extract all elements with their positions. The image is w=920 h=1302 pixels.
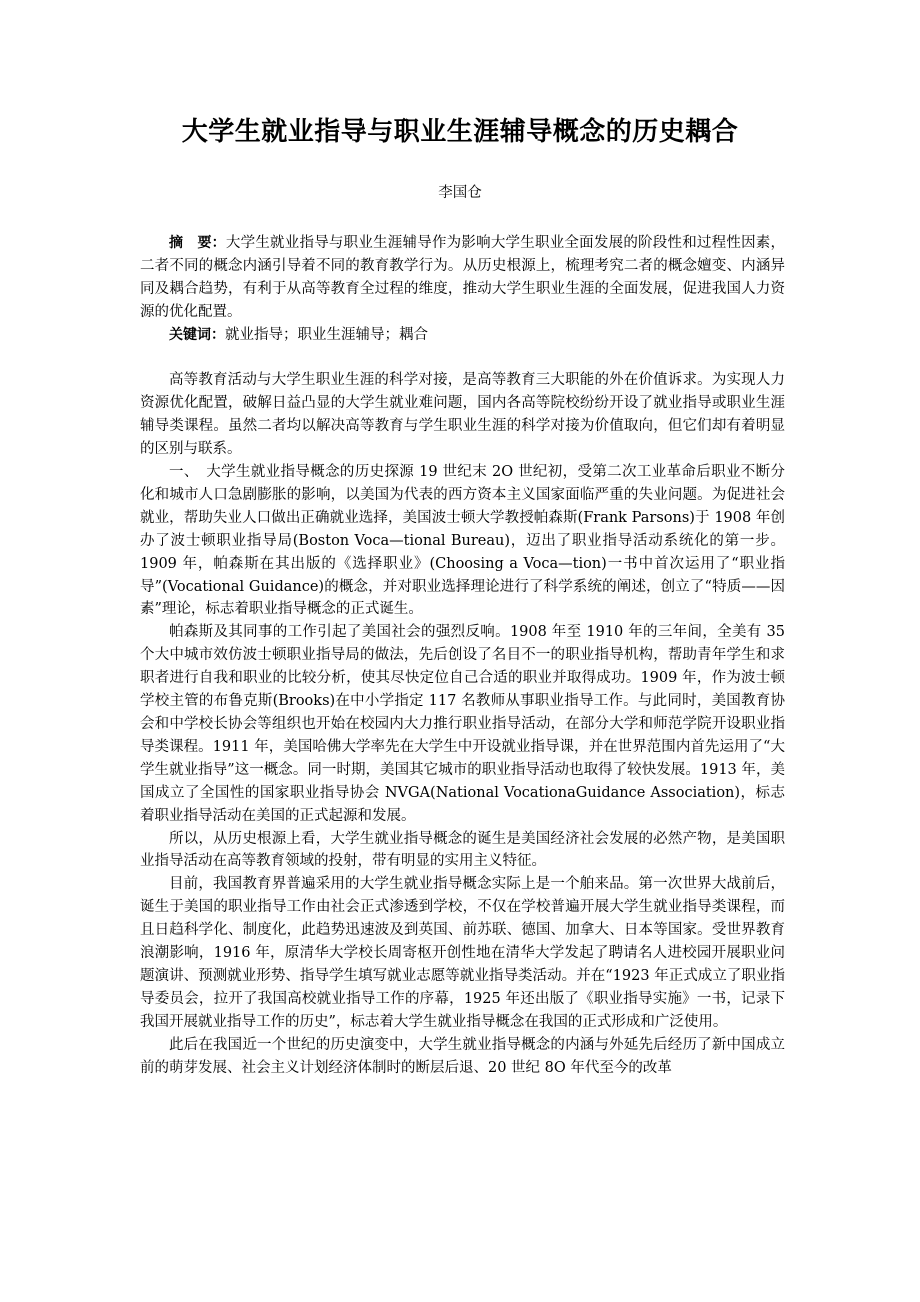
body-paragraph: 此后在我国近一个世纪的历史演变中，大学生就业指导概念的内涵与外延先后经历了新中国成立前的萌芽发展、社会主义计划经济体制时的断层后退、20 世纪 8O 年代至今的改革 <box>140 1036 785 1076</box>
body-paragraph: 所以，从历史根源上看，大学生就业指导概念的诞生是美国经济社会发展的必然产物，是美国职业指导活动在高等教育领域的投射，带有明显的实用主义特征。 <box>140 830 785 870</box>
body-paragraph: 一、 大学生就业指导概念的历史探源 19 世纪末 2O 世纪初，受第二次工业革命后职业不断分化和城市人口急剧膨胀的影响，以美国为代表的西方资本主义国家面临严重的失业问题。为促进社会就业，帮助失业人口做出正确就业选择，美国波士顿大学教授帕森斯(Frank Parsons)于 1908 年创办了波士顿职业指导局(Boston Voca—tional Bureau)，迈出了职业指导活动系统化的第一步。1909 年，帕森斯在其出版的《选择职业》(Choosing a Voca—tion)一书中首次运用了“职业指导”(Vocational Guidance)的概念，并对职业选择理论进行了科学系统的阐述，创立了“特质——因素”理论，标志着职业指导概念的正式诞生。 <box>140 464 785 618</box>
body-paragraph: 目前，我国教育界普遍采用的大学生就业指导概念实际上是一个舶来品。第一次世界大战前后，诞生于美国的职业指导工作由社会正式渗透到学校，不仅在学校普遍开展大学生就业指导类课程，而且日趋科学化、制度化，此趋势迅速波及到英国、前苏联、德国、加拿大、日本等国家。受世界教育浪潮影响，1916 年，原清华大学校长周寄枢开创性地在清华大学发起了聘请名人进校园开展职业问题演讲、预测就业形势、指导学生填写就业志愿等就业指导类活动。并在“1923 年正式成立了职业指导委员会，拉开了我国高校就业指导工作的序幕，1925 年还出版了《职业指导实施》一书，记录下我国开展就业指导工作的历史”，标志着大学生就业指导概念在我国的正式形成和广泛使用。 <box>140 876 785 1030</box>
author-name: 李国仓 <box>438 185 482 201</box>
abstract-text: 大学生就业指导与职业生涯辅导作为影响大学生职业全面发展的阶段性和过程性因素，二者不同的概念内涵引导着不同的教育教学行为。从历史根源上，梳理考究二者的概念嬗变、内涵异同及耦合趋势，有利于从高等教育全过程的维度，推动大学生职业生涯的全面发展，促进我国人力资源的优化配置。 <box>140 235 786 320</box>
abstract <box>140 232 785 324</box>
body-paragraph: 高等教育活动与大学生职业生涯的科学对接，是高等教育三大职能的外在价值诉求。为实现人力资源优化配置，破解日益凸显的大学生就业难问题，国内各高等院校纷纷开设了就业指导或职业生涯辅导类课程。虽然二者均以解决高等教育与学生职业生涯的科学对接为价值取向，但它们却有着明显的区别与联系。 <box>140 372 785 458</box>
keywords-label: 关键词： <box>169 326 225 343</box>
keywords-text: 就业指导；职业生涯辅导；耦合 <box>225 326 428 343</box>
body-paragraph: 帕森斯及其同事的工作引起了美国社会的强烈反响。1908 年至 1910 年的三年间，全美有 35 个大中城市效仿波士顿职业指导局的做法，先后创设了名目不一的职业指导机构，帮助青年学生和求职者进行自我和职业的比较分析，使其尽快定位自己合适的职业并取得成功。1909 年，作为波士顿学校主管的布鲁克斯(Brooks)在中小学指定 117 名教师从事职业指导工作。与此同时，美国教育协会和中学校长协会等组织也开始在校园内大力推行职业指导活动，在部分大学和师范学院开设职业指导类课程。1911 年，美国哈佛大学率先在大学生中开设就业指导课，并在世界范围内首先运用了“大学生就业指导”这一概念。同一时期，美国其它城市的职业指导活动也取得了较快发展。1913 年，美国成立了全国性的国家职业指导协会 NVGA(National VocationaGuidance Association)，标志着职业指导活动在美国的正式起源和发展。 <box>140 624 785 824</box>
paper-body <box>140 232 785 1080</box>
paper-title: 大学生就业指导与职业生涯辅导概念的历史耦合 <box>181 117 739 147</box>
keywords <box>140 324 785 347</box>
abstract-label: 摘 要： <box>169 235 226 251</box>
